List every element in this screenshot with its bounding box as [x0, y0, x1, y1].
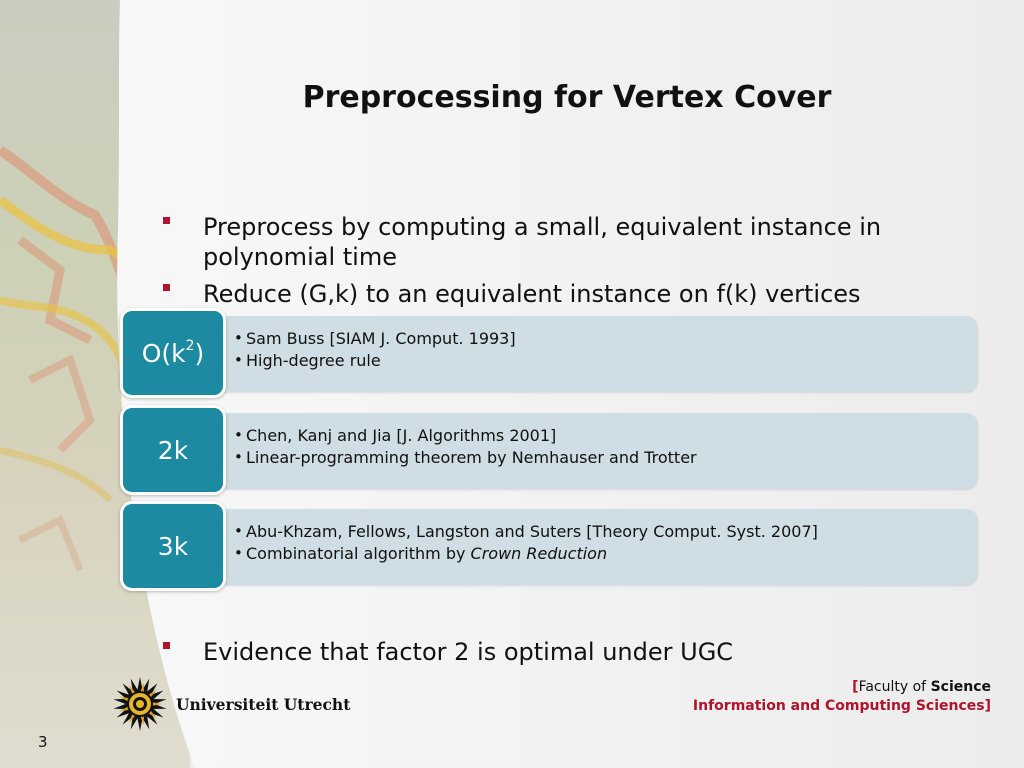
result-details	[234, 328, 516, 372]
bullet-item	[163, 637, 903, 667]
bullet-item	[163, 279, 903, 309]
result-method: • Combinatorial algorithm by Crown Reduction	[234, 543, 818, 565]
bullet-marker-icon	[163, 642, 170, 649]
faculty-label	[693, 678, 991, 716]
result-method: • High-degree rule	[234, 350, 516, 372]
result-card	[170, 316, 978, 392]
result-card	[170, 413, 978, 489]
result-row-chen-kanj-jia	[120, 405, 980, 495]
kernel-size-label: $O(k^2)$	[141, 338, 205, 368]
bullet-text: Preprocess by computing a small, equivalent instance in polynomial time	[203, 213, 882, 271]
university-name: Universiteit Utrecht	[176, 695, 351, 714]
result-row-buss	[120, 308, 980, 398]
bullet-text: Reduce (G,k) to an equivalent instance on f(k) vertices	[203, 280, 861, 308]
result-row-abu-khzam	[120, 501, 980, 591]
sun-seal-icon	[112, 676, 168, 732]
kernel-size-badge: 2k	[120, 405, 226, 495]
crown-reduction-term: Crown Reduction	[470, 544, 608, 563]
result-method: • Linear-programming theorem by Nemhauser and Trotter	[234, 447, 697, 469]
bullet-text: Evidence that factor 2 is optimal under UGC	[203, 638, 734, 666]
result-details	[234, 425, 697, 469]
bullet-item	[163, 212, 903, 272]
result-citation: • Abu-Khzam, Fellows, Langston and Suters [Theory Comput. Syst. 2007]	[234, 521, 818, 543]
kernel-size-badge	[120, 308, 226, 398]
slide-title: Preprocessing for Vertex Cover	[302, 80, 832, 115]
result-card	[170, 509, 978, 585]
result-citation: • Sam Buss [SIAM J. Comput. 1993]	[234, 328, 516, 350]
page-number: 3	[38, 733, 48, 751]
kernel-size-badge: 3k	[120, 501, 226, 591]
faculty-name: [Faculty of Science	[852, 679, 991, 695]
department-name: Information and Computing Sciences]	[692, 698, 991, 714]
bullet-marker-icon	[163, 284, 170, 291]
result-citation: • Chen, Kanj and Jia [J. Algorithms 2001]	[234, 425, 697, 447]
bullet-marker-icon	[163, 217, 170, 224]
result-details	[234, 521, 818, 565]
